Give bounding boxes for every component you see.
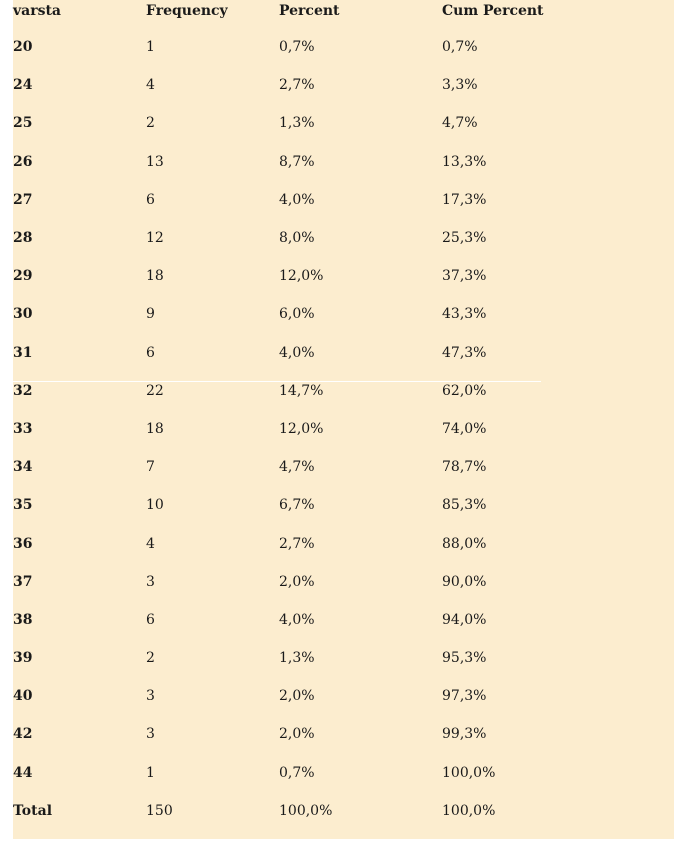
percent-cell: 100,0% <box>279 802 333 819</box>
header-varsta: varsta <box>13 3 62 19</box>
table-header <box>13 0 642 28</box>
cum-percent-cell: 78,7% <box>442 459 487 476</box>
percent-cell: 4,0% <box>279 191 315 208</box>
frequency-cell: 6 <box>146 191 155 208</box>
cum-percent-cell: 17,3% <box>442 191 487 208</box>
percent-cell: 4,7% <box>279 459 315 476</box>
frequency-cell: 1 <box>146 39 155 56</box>
frequency-cell: 18 <box>146 268 164 285</box>
frequency-cell: 3 <box>146 688 155 705</box>
frequency-cell: 3 <box>146 726 155 743</box>
cum-percent-cell: 100,0% <box>442 764 496 781</box>
varsta-cell: 25 <box>13 115 33 132</box>
frequency-cell: 6 <box>146 611 155 628</box>
percent-cell: 6,7% <box>279 497 315 514</box>
frequency-cell: 4 <box>146 535 155 552</box>
varsta-cell: 37 <box>13 573 33 590</box>
table-row <box>13 448 642 486</box>
percent-cell: 6,0% <box>279 306 315 323</box>
varsta-cell: 31 <box>13 344 33 361</box>
cum-percent-cell: 99,3% <box>442 726 487 743</box>
table-row <box>13 181 642 219</box>
percent-cell: 8,7% <box>279 153 315 170</box>
frequency-cell: 1 <box>146 764 155 781</box>
percent-cell: 1,3% <box>279 115 315 132</box>
percent-cell: 2,0% <box>279 726 315 743</box>
percent-cell: 1,3% <box>279 650 315 667</box>
percent-cell: 4,0% <box>279 611 315 628</box>
total-row <box>13 792 642 830</box>
cum-percent-cell: 85,3% <box>442 497 487 514</box>
table-row <box>13 257 642 295</box>
table-row <box>13 563 642 601</box>
frequency-cell: 6 <box>146 344 155 361</box>
frequency-cell: 7 <box>146 459 155 476</box>
percent-cell: 0,7% <box>279 39 315 56</box>
header-percent: Percent <box>279 3 340 19</box>
percent-cell: 0,7% <box>279 764 315 781</box>
cum-percent-cell: 90,0% <box>442 573 487 590</box>
percent-cell: 8,0% <box>279 230 315 247</box>
percent-cell: 4,0% <box>279 344 315 361</box>
percent-cell: 2,0% <box>279 573 315 590</box>
table-row <box>13 677 642 715</box>
row-divider <box>13 381 541 382</box>
table-row <box>13 486 642 524</box>
frequency-cell: 18 <box>146 420 164 437</box>
frequency-cell: 12 <box>146 230 164 247</box>
percent-cell: 2,7% <box>279 77 315 94</box>
cum-percent-cell: 47,3% <box>442 344 487 361</box>
frequency-cell: 2 <box>146 650 155 667</box>
table-row <box>13 410 642 448</box>
varsta-cell: 39 <box>13 650 33 667</box>
cum-percent-cell: 88,0% <box>442 535 487 552</box>
varsta-cell: 34 <box>13 459 33 476</box>
percent-cell: 14,7% <box>279 382 324 399</box>
frequency-cell: 4 <box>146 77 155 94</box>
varsta-cell: 36 <box>13 535 33 552</box>
percent-cell: 2,0% <box>279 688 315 705</box>
frequency-cell: 10 <box>146 497 164 514</box>
frequency-cell: 150 <box>146 802 173 819</box>
percent-cell: 12,0% <box>279 420 324 437</box>
varsta-cell: 24 <box>13 77 33 94</box>
frequency-table <box>13 0 642 830</box>
table-row <box>13 28 642 66</box>
table-row <box>13 104 642 142</box>
varsta-cell: 26 <box>13 153 33 170</box>
varsta-cell: 20 <box>13 39 33 56</box>
varsta-cell: 32 <box>13 382 33 399</box>
cum-percent-cell: 97,3% <box>442 688 487 705</box>
table-row <box>13 66 642 104</box>
cum-percent-cell: 74,0% <box>442 420 487 437</box>
varsta-cell: 35 <box>13 497 33 514</box>
varsta-cell: 42 <box>13 726 33 743</box>
frequency-cell: 9 <box>146 306 155 323</box>
frequency-table-panel <box>13 0 674 839</box>
cum-percent-cell: 4,7% <box>442 115 478 132</box>
header-row <box>13 0 642 28</box>
cum-percent-cell: 25,3% <box>442 230 487 247</box>
table-row <box>13 143 642 181</box>
table-row <box>13 334 642 372</box>
cum-percent-cell: 13,3% <box>442 153 487 170</box>
cum-percent-cell: 95,3% <box>442 650 487 667</box>
cum-percent-cell: 62,0% <box>442 382 487 399</box>
header-cum-percent: Cum Percent <box>442 3 544 19</box>
percent-cell: 12,0% <box>279 268 324 285</box>
cum-percent-cell: 100,0% <box>442 802 496 819</box>
cum-percent-cell: 3,3% <box>442 77 478 94</box>
cum-percent-cell: 37,3% <box>442 268 487 285</box>
percent-cell: 2,7% <box>279 535 315 552</box>
table-row <box>13 639 642 677</box>
varsta-cell: 38 <box>13 611 33 628</box>
frequency-cell: 3 <box>146 573 155 590</box>
frequency-cell: 22 <box>146 382 164 399</box>
table-row <box>13 295 642 333</box>
varsta-cell: 30 <box>13 306 33 323</box>
table-row <box>13 372 642 410</box>
frequency-cell: 13 <box>146 153 164 170</box>
varsta-cell: Total <box>13 802 53 819</box>
frequency-cell: 2 <box>146 115 155 132</box>
varsta-cell: 29 <box>13 268 33 285</box>
cum-percent-cell: 94,0% <box>442 611 487 628</box>
table-row <box>13 524 642 562</box>
header-frequency: Frequency <box>146 3 228 19</box>
table-body <box>13 28 642 830</box>
table-row <box>13 754 642 792</box>
cum-percent-cell: 43,3% <box>442 306 487 323</box>
varsta-cell: 44 <box>13 764 33 781</box>
varsta-cell: 27 <box>13 191 33 208</box>
cum-percent-cell: 0,7% <box>442 39 478 56</box>
table-row <box>13 219 642 257</box>
table-row <box>13 601 642 639</box>
varsta-cell: 33 <box>13 420 33 437</box>
varsta-cell: 40 <box>13 688 33 705</box>
table-row <box>13 715 642 753</box>
varsta-cell: 28 <box>13 230 33 247</box>
